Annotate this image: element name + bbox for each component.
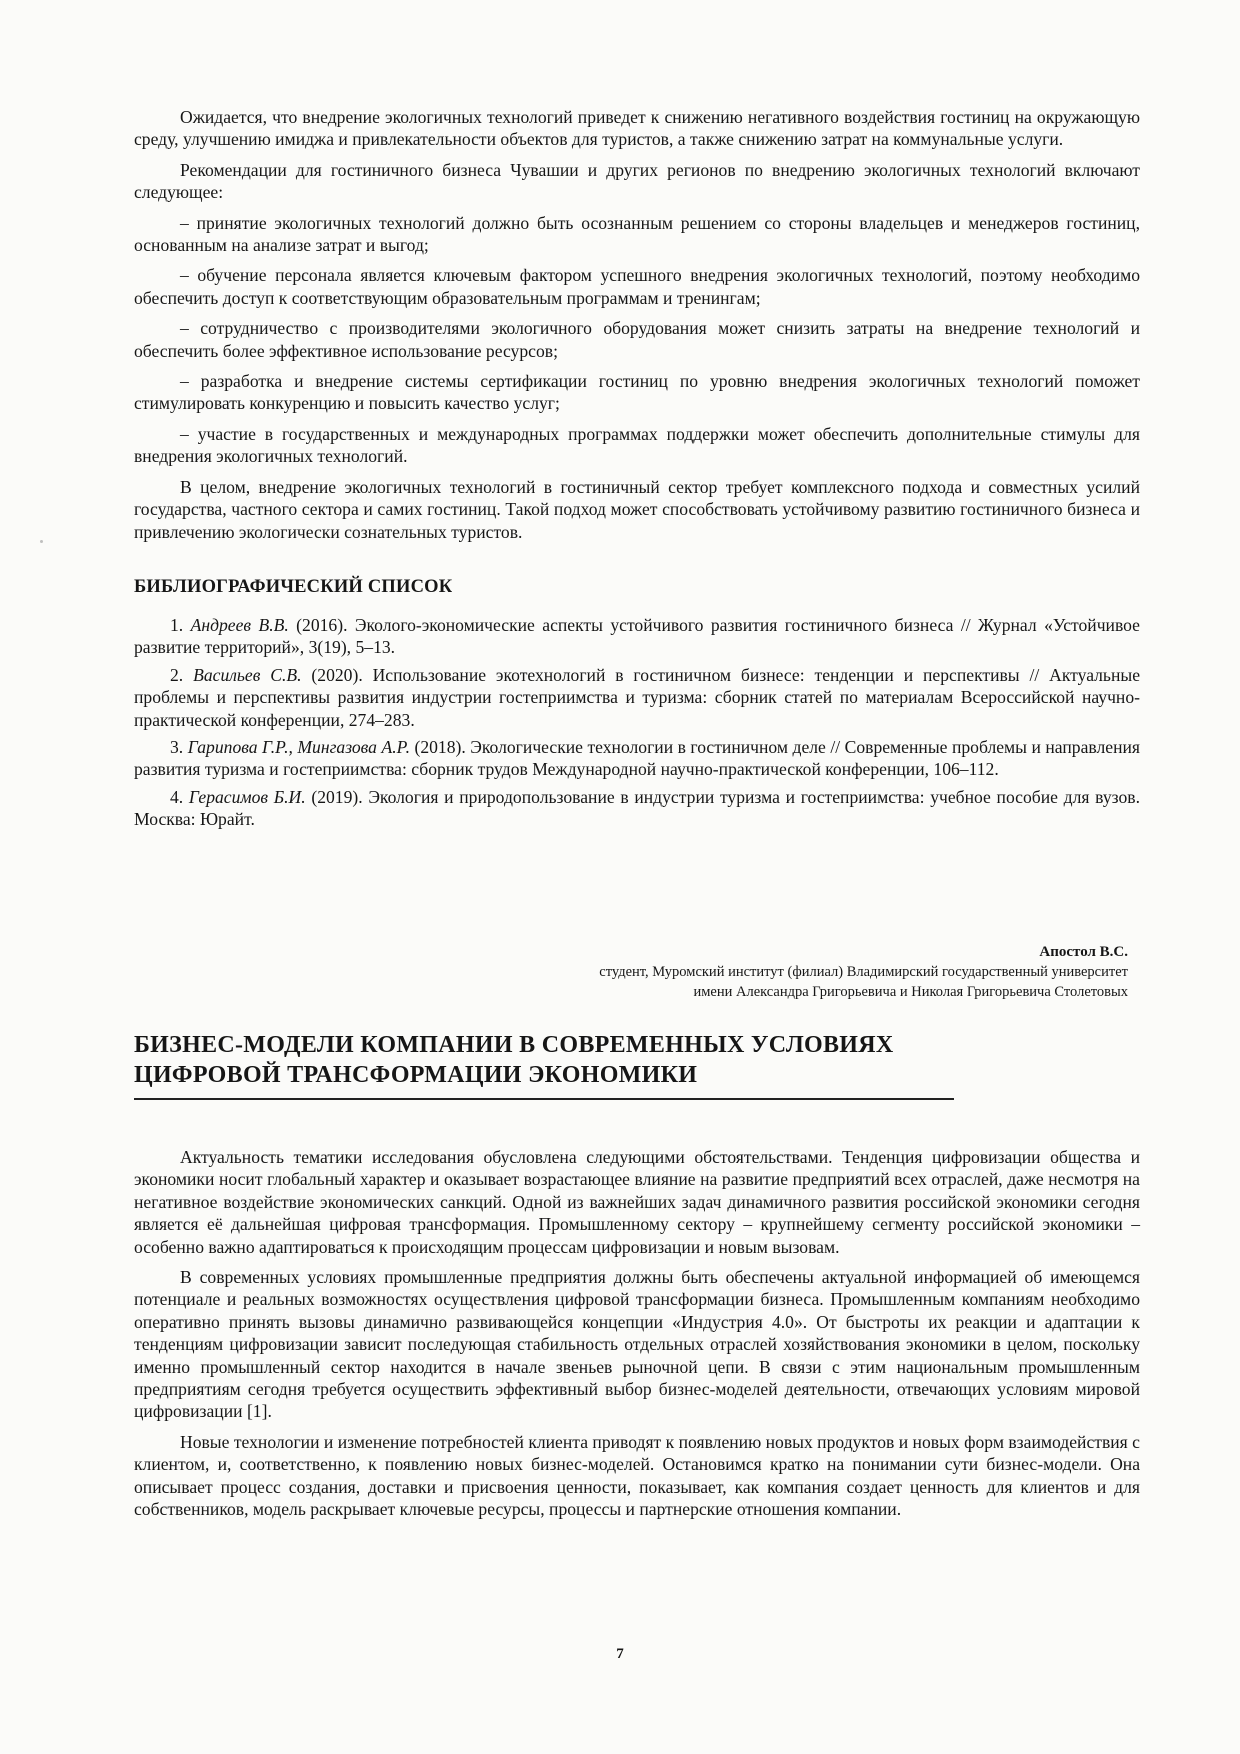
recommendation-item: – обучение персонала является ключевым фактором успешного внедрения экологичных технологий, поэтому необходимо обеспечить доступ к соответствующим образовательным программам и тренингам; <box>134 265 1140 308</box>
bibliography-item: 4. Герасимов Б.И. (2019). Экология и природопользование в индустрии туризма и гостеприимства: учебное пособие для вузов. Москва: Юрайт. <box>134 786 1141 830</box>
article-paragraph: Новые технологии и изменение потребностей клиента приводят к появлению новых продуктов и новых форм взаимодействия с клиентом, и, соответственно, к появлению новых бизнес-моделей. Остановимся кратко на понимании сути бизнес-модели. Она описывает процесс создания, доставки и присвоения ценности, показывает, как компания создает ценность для клиентов и для собственников, модель раскрывает ключевые ресурсы, процессы и партнерские отношения компании. <box>134 1431 1140 1520</box>
scan-speck <box>40 540 43 543</box>
bibliography-item: 2. Васильев С.В. (2020). Использование экотехнологий в гостиничном бизнесе: тенденции и перспективы // Актуальные проблемы и перспективы развития индустрии гостеприимства и туризма: сборник статей по материалам Всероссийской научно-практической конференции, 274–283. <box>134 664 1141 730</box>
bib-authors: Герасимов Б.И. <box>188 786 306 807</box>
conclusion-paragraph: В целом, внедрение экологичных технологий в гостиничный сектор требует комплексного подхода и совместных усилий государства, частного сектора и самих гостиниц. Такой подход может способствовать устойчивому развитию гостиничного бизнеса и привлечению экологически сознательных туристов. <box>134 476 1140 542</box>
bib-authors: Васильев С.В. <box>193 664 302 685</box>
page-number: 7 <box>616 1646 624 1662</box>
bibliography-item: 1. Андреев В.В. (2016). Эколого-экономические аспекты устойчивого развития гостиничного бизнеса // Журнал «Устойчивое развитие территорий», 3(19), 5–13. <box>134 614 1140 658</box>
article-body <box>134 1146 1140 1521</box>
recommendation-item: – сотрудничество с производителями экологичного оборудования может снизить затраты на внедрение технологий и обеспечить более эффективное использование ресурсов; <box>134 318 1140 361</box>
page-content <box>134 106 1141 1520</box>
recommendation-item: – участие в государственных и международных программах поддержки может обеспечить дополнительные стимулы для внедрения экологичных технологий. <box>134 423 1140 467</box>
author-affiliation: студент, Муромский институт (филиал) Владимирский государственный университет <box>599 964 1128 980</box>
bib-authors: Андреев В.В. <box>190 614 289 635</box>
article-paragraph: В современных условиях промышленные предприятия должны быть обеспечены актуальной информацией об имеющемся потенциале и реальных возможностях осуществления цифровой трансформации бизнеса. Промышленным компаниям необходимо оперативно принять вызовы динамично развивающейся концепции «Индустрия 4.0». От быстроты их реакции и адаптации к тенденциям цифровизации зависит последующая стабильность отдельных отраслей хозяйствования экономики в целом, поскольку именно промышленный сектор находится в начале звеньев рыночной цепи. В связи с этим национальным промышленным предприятиям сегодня требуется осуществить эффективный выбор бизнес-моделей деятельности, отвечающих условиям мировой цифровизации [1]. <box>134 1267 1140 1422</box>
recommendation-item: – разработка и внедрение системы сертификации гостиниц по уровню внедрения экологичных технологий поможет стимулировать конкуренцию и повысить качество услуг; <box>134 371 1140 414</box>
bibliography-item: 3. Гарипова Г.Р., Мингазова А.Р. (2018). Экологические технологии в гостиничном деле // Современные проблемы и направления развития туризма и гостеприимства: сборник трудов Международной научно-практической конференции, 106–112. <box>134 736 1140 780</box>
author-affiliation: имени Александра Григорьевича и Николая Григорьевича Столетовых <box>693 984 1128 1000</box>
bibliography-heading: БИБЛИОГРАФИЧЕСКИЙ СПИСОК <box>134 576 453 597</box>
author-block <box>599 942 1128 1002</box>
intro-paragraph: Ожидается, что внедрение экологичных технологий приведет к снижению негативного воздействия гостиниц на окружающую среду, улучшению имиджа и привлекательности объектов для туристов, а также снижению затрат на коммунальные услуги. <box>134 107 1140 150</box>
title-divider <box>134 1098 954 1100</box>
intro-paragraph: Рекомендации для гостиничного бизнеса Чувашии и других регионов по внедрению экологичных технологий включают следующее: <box>134 159 1140 203</box>
author-name: Апостол В.С. <box>1039 944 1128 960</box>
bib-authors: Гарипова Г.Р., Мингазова А.Р. <box>187 736 410 757</box>
recommendation-item: – принятие экологичных технологий должно быть осознанным решением со стороны владельцев и менеджеров гостиниц, основанным на анализе затрат и выгод; <box>134 212 1140 256</box>
intro-section <box>134 106 1140 543</box>
article-paragraph: Актуальность тематики исследования обусловлена следующими обстоятельствами. Тенденция цифровизации общества и экономики носит глобальный характер и оказывает возрастающее влияние на развитие предприятий всех отраслей, даже несмотря на негативное воздействие экономических санкций. Одной из важнейших задач динамичного развития российской экономики сегодня является её дальнейшая цифровая трансформация. Промышленному сектору – крупнейшему сегменту российской экономики – особенно важно адаптироваться к происходящим процессам цифровизации и новым вызовам. <box>134 1147 1140 1257</box>
bibliography-list <box>134 614 1140 831</box>
article-title: БИЗНЕС-МОДЕЛИ КОМПАНИИ В СОВРЕМЕННЫХ УСЛОВИЯХ ЦИФРОВОЙ ТРАНСФОРМАЦИИ ЭКОНОМИКИ <box>134 1032 894 1088</box>
